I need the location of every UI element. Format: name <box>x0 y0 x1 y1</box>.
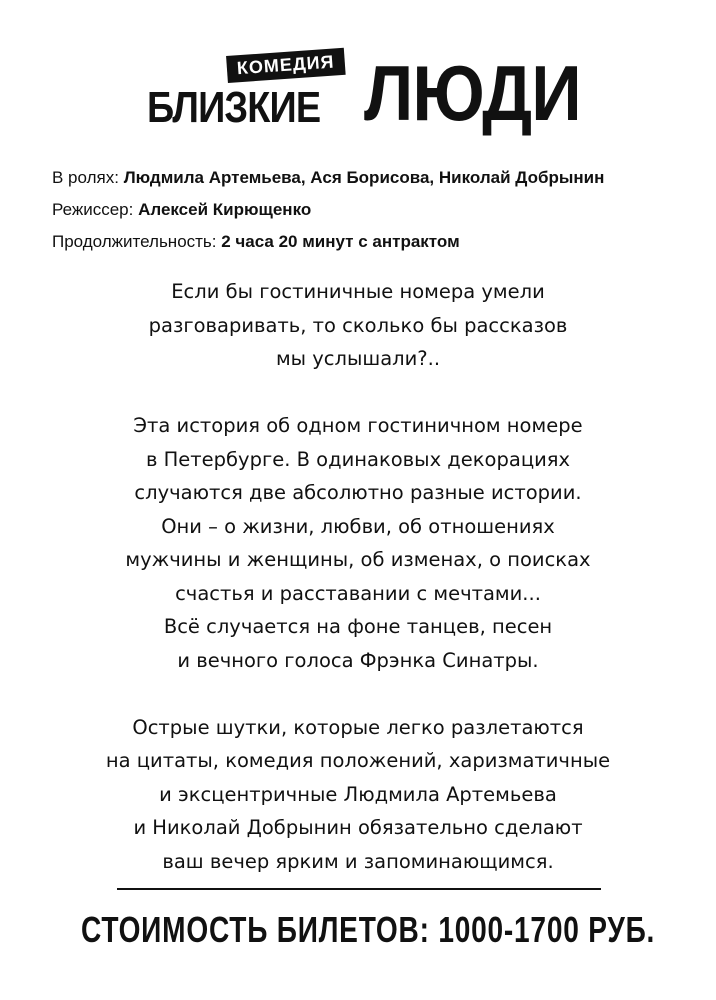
description-line: разговаривать, то сколько бы рассказов <box>148 313 568 337</box>
genre-badge: КОМЕДИЯ <box>226 48 345 83</box>
director-label: Режиссер: <box>52 200 134 219</box>
title-part-2: ЛЮДИ <box>364 49 581 137</box>
duration-label: Продолжительность: <box>52 232 217 251</box>
ticket-price-text: СТОИМОСТЬ БИЛЕТОВ: 1000-1700 РУБ. <box>80 909 656 950</box>
description-line: на цитаты, комедия положений, харизматичные <box>105 749 611 772</box>
description-line: и Николай Добрынин обязательно сделают <box>133 816 583 839</box>
director-value: Алексей Кирющенко <box>138 200 312 219</box>
description-line: Эта история об одном гостиничном номере <box>133 414 583 437</box>
description-line: и эксцентричные Людмила Артемьева <box>159 782 557 806</box>
description-paragraph-3 <box>40 711 676 879</box>
description-line: Если бы гостиничные номера умели <box>171 280 545 303</box>
cast-row <box>52 162 692 194</box>
description-line: Острые шутки, которые легко разлетаются <box>132 715 584 739</box>
cast-value: Людмила Артемьева, Ася Борисова, Николай Добрынин <box>123 168 605 187</box>
duration-value: 2 часа 20 минут с антрактом <box>221 232 460 251</box>
show-title <box>0 50 716 140</box>
director-row <box>52 194 692 226</box>
description-line: и вечного голоса Фрэнка Синатры. <box>177 648 539 672</box>
credits <box>52 162 692 258</box>
description-line: в Петербурге. В одинаковых декорациях <box>145 447 571 471</box>
description-paragraph-1 <box>40 275 676 376</box>
description-line: Они – о жизни, любви, об отношениях <box>161 514 555 538</box>
description-line: мужчины и женщины, об изменах, о поисках <box>125 548 591 571</box>
title-part-1: БЛИЗКИЕ <box>147 83 321 132</box>
duration-row <box>52 226 692 258</box>
description-line: мы услышали?.. <box>275 347 441 370</box>
description <box>40 275 676 912</box>
description-line: Всё случается на фоне танцев, песен <box>163 615 553 638</box>
description-line: ваш вечер ярким и запоминающимся. <box>162 849 554 873</box>
description-line: случаются две абсолютно разные истории. <box>134 481 582 504</box>
description-line: счастья и расставании с мечтами... <box>175 581 541 605</box>
cast-label: В ролях: <box>52 168 119 187</box>
description-paragraph-2 <box>40 409 676 677</box>
divider <box>117 888 601 890</box>
ticket-price <box>0 905 716 955</box>
